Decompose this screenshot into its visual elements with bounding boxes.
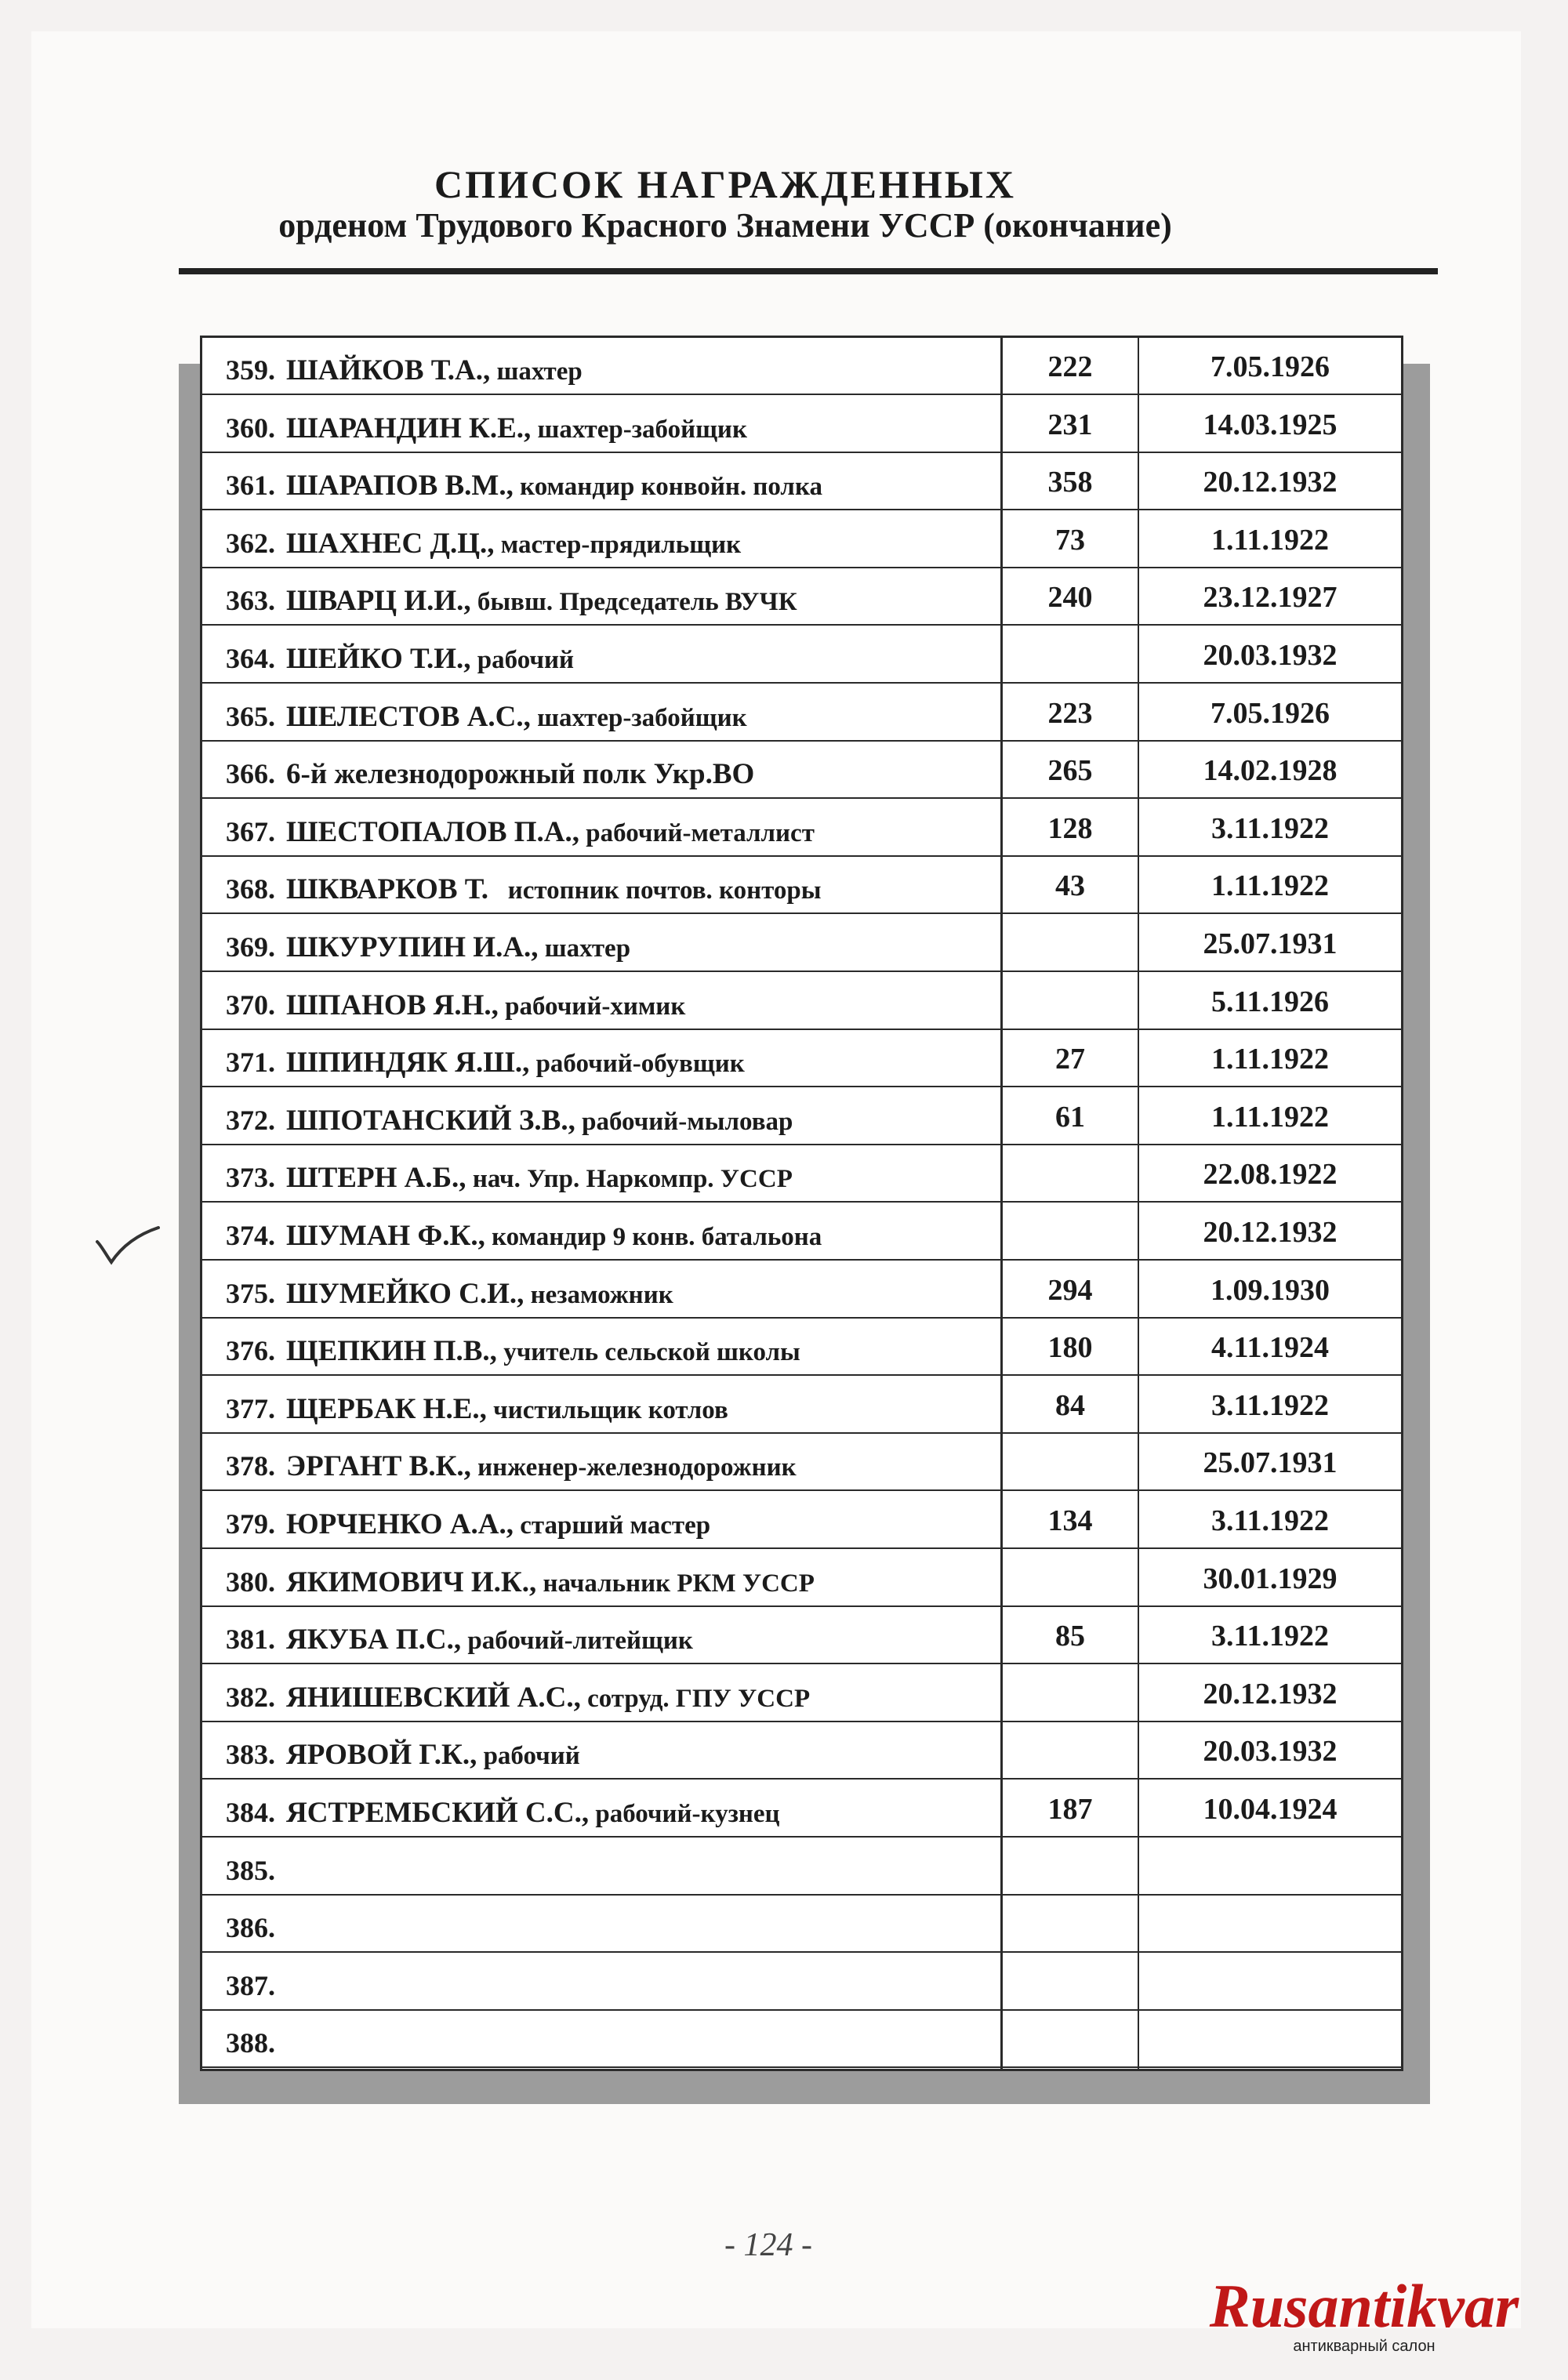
- entry-role: рабочий-обувщик: [529, 1050, 745, 1079]
- table-row: [1003, 453, 1401, 510]
- table-row: [1003, 626, 1401, 684]
- name-cell: [226, 1277, 673, 1311]
- names-table: [200, 336, 1016, 2071]
- name-cell: [226, 1681, 810, 1714]
- name-cell: [226, 1161, 793, 1195]
- entry-number: 374.: [226, 1220, 275, 1251]
- table-row: [1003, 1954, 1401, 2011]
- entry-role: шахтер-забойщик: [531, 415, 747, 444]
- date-cell: 3.11.1922: [1211, 1388, 1329, 1422]
- table-row: [202, 857, 1014, 914]
- table-row: [1003, 1261, 1401, 1319]
- entry-name: ЯКУБА П.С.,: [286, 1624, 462, 1656]
- entry-number: 363.: [226, 585, 275, 617]
- table-row: [202, 396, 1014, 453]
- order-number-cell: 43: [1055, 869, 1085, 903]
- table-row: [1003, 568, 1401, 626]
- date-cell: 10.04.1924: [1203, 1793, 1338, 1826]
- table-row: [202, 1261, 1014, 1319]
- name-cell: [226, 873, 822, 906]
- table-row: [202, 453, 1014, 510]
- entry-number: 383.: [226, 1739, 275, 1771]
- table-row: [202, 1319, 1014, 1376]
- table-row: [1003, 1319, 1401, 1376]
- logo: [1168, 2272, 1560, 2369]
- name-cell: [226, 931, 630, 964]
- table-row: [202, 568, 1014, 626]
- entry-role: истопник почтов. конторы: [488, 876, 822, 905]
- entry-number: 381.: [226, 1624, 275, 1656]
- page-number: - 124 -: [724, 2227, 812, 2263]
- order-number-cell: 240: [1047, 581, 1093, 615]
- table-row: [202, 2011, 1014, 2068]
- entry-number: 370.: [226, 989, 275, 1021]
- table-row: [202, 973, 1014, 1030]
- order-number-cell: 27: [1055, 1043, 1085, 1076]
- name-cell: [226, 815, 815, 849]
- order-number-cell: 265: [1047, 754, 1093, 788]
- name-cell: [226, 354, 583, 387]
- logo-name: Rusantikvar: [1209, 2272, 1519, 2340]
- entry-number: 375.: [226, 1277, 275, 1309]
- table-row: [202, 338, 1014, 395]
- table-row: [1003, 511, 1401, 568]
- table-row: [1003, 973, 1401, 1030]
- entry-number: 384.: [226, 1797, 275, 1828]
- table-row: [1003, 1838, 1401, 1896]
- date-cell: 1.11.1922: [1211, 1100, 1329, 1134]
- entry-name: ШАРАПОВ В.М.,: [286, 470, 514, 502]
- entry-number: 361.: [226, 470, 275, 502]
- order-number-cell: 223: [1047, 696, 1093, 730]
- checkmark-icon: [93, 1221, 163, 1268]
- table-row: [1003, 857, 1401, 914]
- entry-number: 362.: [226, 527, 275, 559]
- name-cell: [226, 1219, 822, 1253]
- entry-role: рабочий-химик: [498, 992, 686, 1021]
- name-cell: [226, 757, 754, 791]
- name-cell: [226, 1392, 728, 1426]
- entry-role: рабочий-литейщик: [461, 1627, 693, 1656]
- table-row: [1003, 338, 1401, 395]
- entry-number: 360.: [226, 412, 275, 444]
- entry-role: рабочий: [470, 646, 574, 674]
- name-cell: [226, 2026, 286, 2060]
- table-row: [202, 626, 1014, 684]
- table-row: [1003, 1434, 1401, 1491]
- order-number-cell: 134: [1047, 1504, 1093, 1537]
- date-cell: 25.07.1931: [1203, 1446, 1338, 1480]
- entry-name: ШЕСТОПАЛОВ П.А.,: [286, 815, 580, 848]
- date-cell: 1.11.1922: [1211, 1043, 1329, 1076]
- entry-number: 359.: [226, 354, 275, 386]
- name-cell: [226, 1566, 815, 1599]
- name-cell: [226, 1738, 580, 1772]
- entry-role: старший мастер: [514, 1511, 711, 1540]
- name-cell: [226, 1046, 745, 1079]
- date-cell: 1.11.1922: [1211, 869, 1329, 903]
- entry-role: начальник РКМ УССР: [536, 1569, 815, 1598]
- table-row: [1003, 1088, 1401, 1145]
- table-row: [202, 1145, 1014, 1203]
- entry-number: 365.: [226, 700, 275, 732]
- entry-role: бывш. Председатель ВУЧК: [470, 588, 797, 617]
- date-cell: 22.08.1922: [1203, 1158, 1338, 1192]
- entry-role: рабочий-металлист: [579, 818, 815, 847]
- entry-role: командир конвойн. полка: [513, 473, 822, 502]
- entry-number: 372.: [226, 1104, 275, 1136]
- entry-name: ЩЕПКИН П.В.,: [286, 1335, 497, 1368]
- name-cell: [226, 642, 574, 676]
- date-cell: 4.11.1924: [1211, 1331, 1329, 1365]
- entry-name: ШЕЛЕСТОВ А.С.,: [286, 700, 531, 733]
- entry-number: 377.: [226, 1392, 275, 1424]
- table-row: [202, 1954, 1014, 2011]
- entry-number: 388.: [226, 2027, 275, 2059]
- table-row: [202, 1722, 1014, 1780]
- table-row: [202, 1492, 1014, 1549]
- table-row: [1003, 396, 1401, 453]
- entry-name: ЭРГАНТ В.К.,: [286, 1450, 471, 1483]
- order-number-cell: 231: [1047, 408, 1093, 441]
- entry-name: ШАЙКОВ Т.А.,: [286, 354, 491, 386]
- order-number-cell: 187: [1047, 1793, 1093, 1826]
- table-row: [1003, 1492, 1401, 1549]
- name-cell: [226, 1334, 800, 1368]
- entry-role: рабочий-кузнец: [589, 1800, 780, 1828]
- entry-number: 387.: [226, 1969, 275, 2001]
- entry-role: шахтер-забойщик: [530, 703, 747, 732]
- date-cell: 20.12.1932: [1203, 1216, 1338, 1249]
- name-cell: [226, 1104, 793, 1137]
- date-cell: 20.12.1932: [1203, 466, 1338, 499]
- table-row: [202, 1203, 1014, 1261]
- date-cell: 1.09.1930: [1210, 1273, 1330, 1307]
- entry-role: чистильщик котлов: [486, 1395, 728, 1424]
- table-row: [202, 1780, 1014, 1838]
- name-cell: [226, 527, 741, 561]
- table-row: [202, 1088, 1014, 1145]
- entry-name: ШКУРУПИН И.А.,: [286, 931, 539, 963]
- entry-name: ЯСТРЕМБСКИЙ С.С.,: [286, 1797, 590, 1829]
- table-row: [1003, 684, 1401, 742]
- entry-name: ШВАРЦ И.И.,: [286, 585, 471, 618]
- logo-tagline: антикварный салон: [1293, 2338, 1436, 2355]
- order-number-cell: 84: [1055, 1388, 1085, 1422]
- entry-name: ШАХНЕС Д.Ц.,: [286, 527, 495, 560]
- table-row: [1003, 1377, 1401, 1434]
- entry-name: ШУМАН Ф.К.,: [286, 1220, 485, 1252]
- entry-role: сотруд. ГПУ УССР: [580, 1684, 811, 1713]
- order-number-cell: 294: [1047, 1273, 1093, 1307]
- entry-name: ЩЕРБАК Н.Е.,: [286, 1392, 487, 1425]
- entry-name: ШУМЕЙКО С.И.,: [286, 1277, 524, 1310]
- entry-number: 373.: [226, 1162, 275, 1194]
- date-cell: 3.11.1922: [1211, 1504, 1329, 1537]
- table-row: [202, 1434, 1014, 1491]
- date-cell: 3.11.1922: [1211, 811, 1329, 845]
- entry-name: ШКВАРКОВ Т.: [286, 873, 488, 906]
- entry-name: ШТЕРН А.Б.,: [286, 1162, 466, 1195]
- entry-role: шахтер: [538, 934, 631, 963]
- document-title: СПИСОК НАГРАЖДЕННЫХ: [434, 162, 1016, 206]
- table-row: [1003, 800, 1401, 857]
- name-cell: [226, 1449, 797, 1483]
- name-cell: [226, 1854, 286, 1888]
- entry-role: командир 9 конв. батальона: [485, 1223, 822, 1251]
- table-row: [1003, 2011, 1401, 2068]
- table-row: [202, 915, 1014, 972]
- name-cell: [226, 989, 685, 1022]
- entry-number: 376.: [226, 1335, 275, 1367]
- entry-number: 379.: [226, 1508, 275, 1540]
- entry-number: 371.: [226, 1047, 275, 1079]
- date-cell: 3.11.1922: [1211, 1620, 1329, 1653]
- entry-name: ШПОТАНСКИЙ З.В.,: [286, 1104, 575, 1137]
- date-cell: 5.11.1926: [1211, 985, 1329, 1018]
- entry-name: ЯРОВОЙ Г.К.,: [286, 1739, 477, 1772]
- order-number-cell: 85: [1055, 1620, 1085, 1653]
- name-cell: [226, 584, 797, 618]
- table-row: [1003, 915, 1401, 972]
- date-cell: 20.03.1932: [1203, 639, 1338, 672]
- entry-role: шахтер: [490, 357, 583, 386]
- name-cell: [226, 1507, 710, 1541]
- entry-role: нач. Упр. Наркомпр. УССР: [466, 1165, 793, 1194]
- table-row: [202, 1896, 1014, 1953]
- entry-number: 369.: [226, 931, 275, 963]
- table-row: [1003, 1665, 1401, 1722]
- entry-name: ШАРАНДИН К.Е.,: [286, 412, 532, 444]
- entry-name: ЯНИШЕВСКИЙ А.С.,: [286, 1681, 581, 1714]
- table-row: [202, 684, 1014, 742]
- entry-name: ШЕЙКО Т.И.,: [286, 643, 471, 675]
- entry-number: 385.: [226, 1854, 275, 1886]
- order-number-cell: 61: [1055, 1100, 1085, 1134]
- table-row: [202, 1550, 1014, 1607]
- order-number-cell: 128: [1047, 811, 1093, 845]
- table-row: [202, 1838, 1014, 1896]
- entry-number: 367.: [226, 815, 275, 847]
- entry-number: 368.: [226, 873, 275, 905]
- order-number-cell: 358: [1047, 466, 1093, 499]
- date-cell: 23.12.1927: [1203, 581, 1338, 615]
- name-cell: [226, 469, 822, 502]
- name-cell: [226, 1969, 286, 2003]
- order-number-cell: 73: [1055, 523, 1085, 557]
- date-cell: 20.03.1932: [1203, 1735, 1338, 1769]
- table-row: [202, 1377, 1014, 1434]
- entry-name: ЮРЧЕНКО А.А.,: [286, 1508, 514, 1540]
- entry-number: 378.: [226, 1450, 275, 1482]
- name-cell: [226, 1796, 780, 1830]
- entry-role: мастер-прядильщик: [494, 530, 742, 559]
- order-number-cell: 180: [1047, 1331, 1093, 1365]
- table-row: [1003, 1030, 1401, 1087]
- table-row: [1003, 1607, 1401, 1664]
- order-number-cell: 222: [1047, 350, 1093, 383]
- entry-number: 380.: [226, 1566, 275, 1598]
- numbers-table: [1000, 336, 1403, 2071]
- name-cell: [226, 412, 747, 445]
- date-cell: 14.02.1928: [1203, 754, 1338, 788]
- entry-name: ЯКИМОВИЧ И.К.,: [286, 1566, 537, 1598]
- entry-number: 386.: [226, 1912, 275, 1944]
- table-row: [202, 800, 1014, 857]
- name-cell: [226, 1623, 693, 1656]
- table-row: [1003, 1550, 1401, 1607]
- entry-number: 366.: [226, 758, 275, 790]
- date-cell: 30.01.1929: [1203, 1562, 1338, 1595]
- date-cell: 14.03.1925: [1203, 408, 1338, 441]
- table-row: [1003, 1203, 1401, 1261]
- date-cell: 1.11.1922: [1211, 523, 1329, 557]
- entry-role: инженер-железнодорожник: [470, 1453, 797, 1482]
- entry-name: ШПИНДЯК Я.Ш.,: [286, 1047, 530, 1079]
- entry-role: незаможник: [524, 1280, 673, 1309]
- table-row: [202, 742, 1014, 799]
- date-cell: 7.05.1926: [1210, 350, 1330, 383]
- table-row: [1003, 742, 1401, 799]
- table-row: [202, 1030, 1014, 1087]
- table-row: [202, 1607, 1014, 1664]
- table-row: [1003, 1145, 1401, 1203]
- table-row: [1003, 1722, 1401, 1780]
- table-row: [202, 511, 1014, 568]
- entry-role: учитель сельской школы: [496, 1338, 800, 1367]
- document-subtitle: орденом Трудового Красного Знамени УССР (окончание): [278, 206, 1172, 245]
- entry-name: 6-й железнодорожный полк Укр.ВО: [286, 758, 755, 791]
- header-rule: [179, 268, 1438, 274]
- name-cell: [226, 1911, 286, 1945]
- date-cell: 20.12.1932: [1203, 1677, 1338, 1711]
- name-cell: [226, 700, 747, 734]
- entry-number: 364.: [226, 643, 275, 674]
- entry-role: рабочий: [477, 1742, 580, 1771]
- date-cell: 25.07.1931: [1203, 927, 1338, 960]
- entry-number: 382.: [226, 1681, 275, 1713]
- date-cell: 7.05.1926: [1210, 696, 1330, 730]
- table-row: [1003, 1780, 1401, 1838]
- table-row: [1003, 1896, 1401, 1953]
- table-row: [202, 1665, 1014, 1722]
- entry-name: ШПАНОВ Я.Н.,: [286, 989, 499, 1021]
- entry-role: рабочий-мыловар: [575, 1107, 793, 1136]
